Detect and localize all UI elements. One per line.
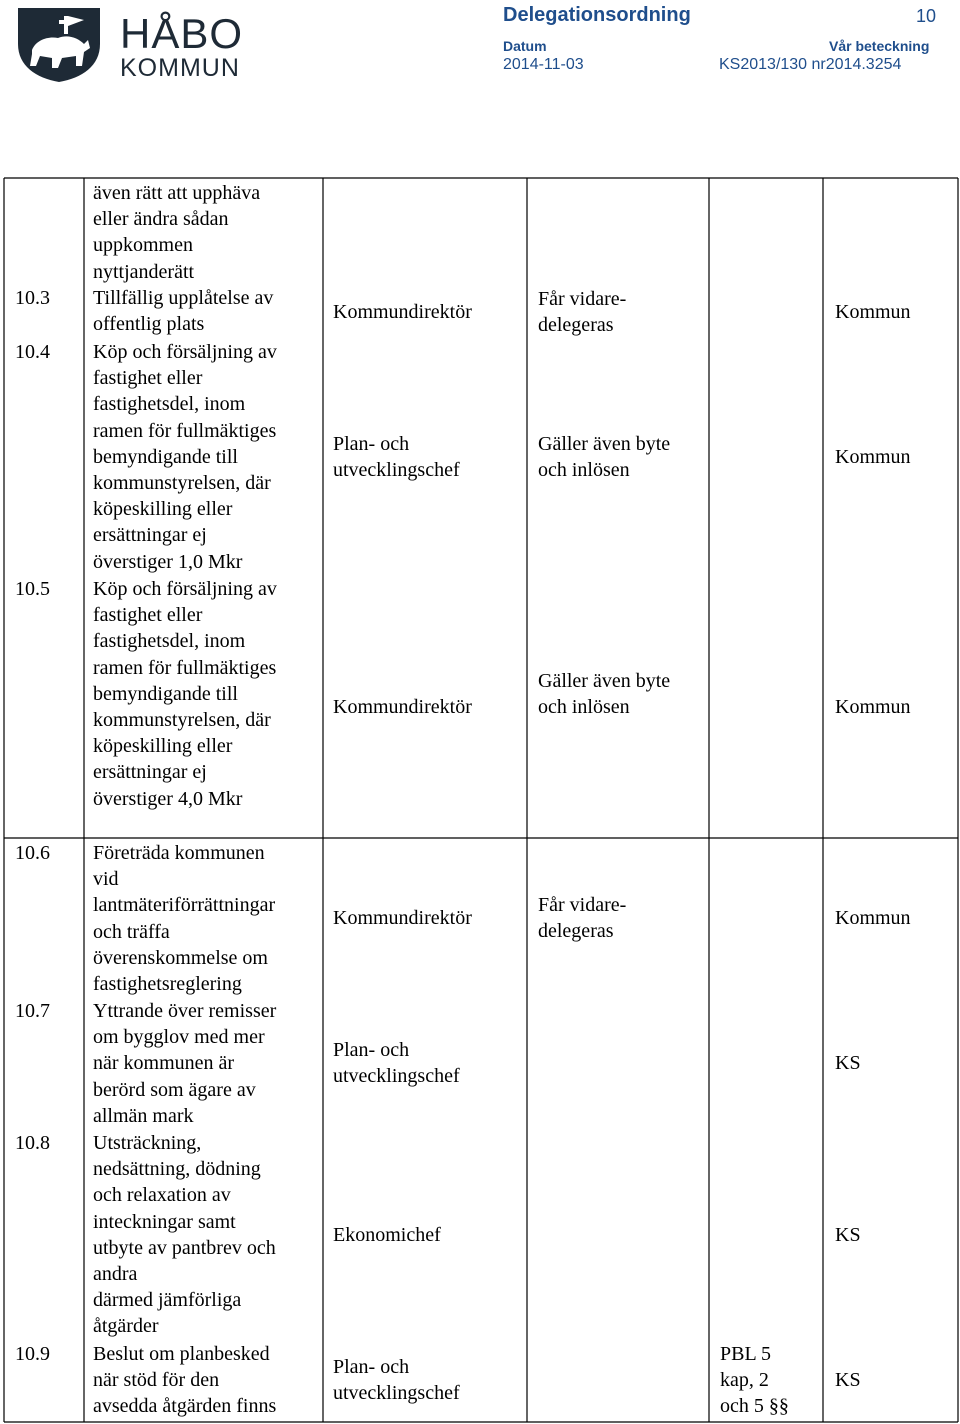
- logo-name: HÅBO: [120, 10, 244, 57]
- table-cell-legal-reference: PBL 5 kap, 2 och 5 §§: [720, 1343, 789, 1418]
- table-cell-decider: Kommundirektör: [333, 301, 472, 323]
- table-cell-number: 10.4: [15, 341, 50, 363]
- reference-label: Vår beteckning: [829, 38, 930, 54]
- table-cell-report: KS: [835, 1369, 861, 1391]
- document-title: Delegationsordning: [503, 4, 691, 26]
- logo-subtitle: KOMMUN: [120, 54, 240, 82]
- table-cell-number: 10.7: [15, 1000, 50, 1022]
- reference-value: KS2013/130 nr2014.3254: [719, 56, 902, 73]
- table-cell-decider: Plan- och utvecklingschef: [333, 1356, 460, 1405]
- table-cell-note: Gäller även byte och inlösen: [538, 670, 671, 719]
- table-cell-note: Får vidare- delegeras: [538, 288, 627, 337]
- table-cell-description: Köp och försäljning av fastighet eller fastighetsdel, inom ramen för fullmäktiges bemyndigande till kommunstyrelsen, där köpeskilling eller ersättningar ej överstiger 1,0 Mkr: [93, 341, 277, 573]
- table-cell-number: 10.5: [15, 578, 50, 600]
- table-cell-decider: Plan- och utvecklingschef: [333, 1039, 460, 1088]
- table-cell-note: Får vidare- delegeras: [538, 894, 627, 943]
- table-cell-note: Gäller även byte och inlösen: [538, 433, 671, 482]
- page-number: 10: [916, 6, 937, 26]
- table-cell-report: Kommun: [835, 907, 911, 929]
- table-cell-report: Kommun: [835, 446, 911, 468]
- table-cell-report: Kommun: [835, 301, 911, 323]
- table-cell-description: Beslut om planbesked när stöd för den avsedda åtgärden finns: [93, 1343, 277, 1418]
- table-cell-report: KS: [835, 1052, 861, 1074]
- table-cell-decider: Ekonomichef: [333, 1224, 441, 1246]
- table-cell-description: även rätt att upphäva eller ändra sådan uppkommen nyttjanderätt: [93, 182, 261, 283]
- table-cell-report: Kommun: [835, 696, 911, 718]
- table-cell-number: 10.6: [15, 842, 50, 864]
- table-cell-report: KS: [835, 1224, 861, 1246]
- table-cell-description: Yttrande över remisser om bygglov med mer när kommunen är berörd som ägare av allmän mark: [93, 1000, 277, 1127]
- table-cell-description: Utsträckning, nedsättning, dödning och relaxation av inteckningar samt utbyte av pantbrev och andra därmed jämförliga åtgärder: [93, 1132, 276, 1338]
- table-cell-decider: Plan- och utvecklingschef: [333, 433, 460, 482]
- table-cell-description: Företräda kommunen vid lantmäteriförrättningar och träffa överenskommelse om fastighetsreglering: [93, 842, 276, 996]
- table-cell-number: 10.8: [15, 1132, 50, 1154]
- table-cell-decider: Kommundirektör: [333, 696, 472, 718]
- date-label: Datum: [503, 38, 547, 54]
- table-cell-decider: Kommundirektör: [333, 907, 472, 929]
- table-cell-number: 10.9: [15, 1343, 50, 1365]
- table-cell-description: Köp och försäljning av fastighet eller fastighetsdel, inom ramen för fullmäktiges bemyndigande till kommunstyrelsen, där köpeskilling eller ersättningar ej överstiger 4,0 Mkr: [93, 578, 277, 810]
- table-cell-number: 10.3: [15, 287, 50, 309]
- table-cell-description: Tillfällig upplåtelse av offentlig plats: [93, 287, 274, 336]
- date-value: 2014-11-03: [503, 56, 584, 73]
